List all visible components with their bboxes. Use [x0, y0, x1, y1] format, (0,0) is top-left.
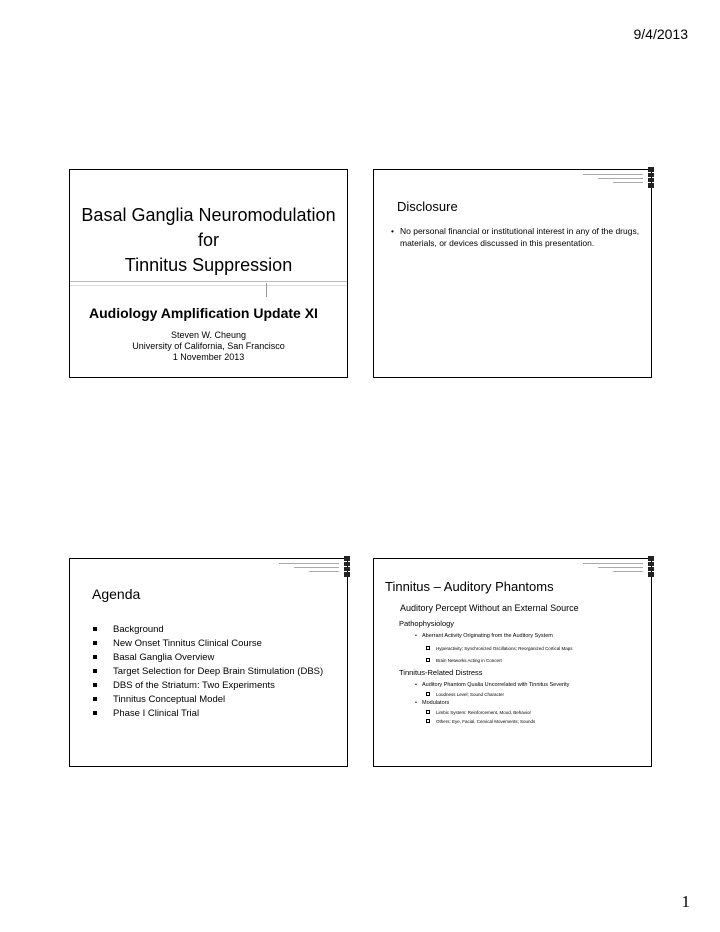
sub-list-item: Hyperactivity; Synchronized Oscillations; Reorganized Cortical Maps — [399, 644, 644, 653]
corner-lines-decoration — [573, 170, 643, 186]
slide-heading: Tinnitus – Auditory Phantoms — [385, 579, 554, 594]
square-bullet-icon — [93, 627, 97, 631]
author-info — [70, 330, 347, 363]
page-number: 1 — [681, 892, 690, 911]
list-item: DBS of the Striatum: Two Experiments — [93, 679, 323, 693]
section-heading: Tinnitus-Related Distress — [399, 668, 483, 677]
corner-bars-decoration — [648, 167, 654, 189]
divider — [70, 285, 347, 286]
checkbox-bullet-icon — [426, 646, 430, 650]
square-bullet-icon — [93, 683, 97, 687]
square-bullet-icon — [93, 711, 97, 715]
author-name: Steven W. Cheung — [170, 330, 247, 340]
bullet-icon: • — [415, 633, 417, 639]
sub-list-item: Loudness Level; Sound Character — [399, 690, 644, 699]
author-affiliation: University of California, San Francisco — [132, 341, 285, 351]
slide-body — [399, 619, 644, 726]
list-item: • Auditory Phantom Qualia Uncorrelated with Tinnitus Severity — [415, 682, 570, 688]
slide-disclosure — [373, 169, 652, 378]
checkbox-bullet-icon — [426, 692, 430, 696]
square-bullet-icon — [93, 669, 97, 673]
slide-subtitle: Audiology Amplification Update XI — [89, 305, 318, 321]
list-item: Phase I Clinical Trial — [93, 707, 323, 721]
title-line-1: Basal Ganglia Neuromodulation for — [81, 205, 336, 250]
divider — [70, 281, 347, 282]
presentation-date: 1 November 2013 — [172, 352, 245, 362]
square-bullet-icon — [93, 697, 97, 701]
list-item: New Onset Tinnitus Clinical Course — [93, 637, 323, 651]
square-bullet-icon — [93, 641, 97, 645]
checkbox-bullet-icon — [426, 658, 430, 662]
title-line-2: Tinnitus Suppression — [124, 255, 293, 275]
corner-bars-decoration — [648, 556, 654, 578]
header-date: 9/4/2013 — [633, 26, 688, 42]
corner-lines-decoration — [573, 559, 643, 575]
sub-list-item: Limbic System: Reinforcement, Mood, Behavior — [399, 708, 644, 717]
list-item: • Aberrant Activity Originating from the Auditory System — [415, 633, 553, 639]
list-item: • No personal financial or institutional interest in any of the drugs, materials, or devices discussed in this presentation. — [391, 226, 640, 248]
list-item: • Modulators — [415, 700, 450, 706]
slide-heading: Disclosure — [397, 199, 458, 214]
bullet-icon: • — [415, 682, 417, 688]
slide-title — [69, 169, 348, 378]
list-item: Target Selection for Deep Brain Stimulation (DBS) — [93, 665, 323, 679]
square-bullet-icon — [93, 655, 97, 659]
list-item: Tinnitus Conceptual Model — [93, 693, 323, 707]
slide-subheading: Auditory Percept Without an External Source — [400, 603, 579, 613]
sub-list-item: Others: Eye, Facial, Cervical Movements; Sounds — [399, 717, 644, 726]
slide-heading: Agenda — [92, 586, 141, 602]
section-heading: Pathophysiology — [399, 619, 455, 628]
checkbox-bullet-icon — [426, 719, 430, 723]
sub-list-item: Brain Networks Acting in Concert — [399, 656, 644, 665]
slide-title-heading — [70, 203, 347, 278]
corner-bars-decoration — [344, 556, 350, 578]
checkbox-bullet-icon — [426, 710, 430, 714]
bullet-icon: • — [415, 700, 417, 706]
slide-agenda — [69, 558, 348, 767]
corner-lines-decoration — [269, 559, 339, 575]
list-item: Basal Ganglia Overview — [93, 651, 323, 665]
slide-tinnitus — [373, 558, 652, 767]
list-item: Background — [93, 623, 323, 637]
bullet-list — [391, 225, 641, 249]
agenda-list — [93, 623, 323, 721]
divider-tick — [266, 283, 267, 297]
bullet-icon: • — [391, 226, 394, 236]
